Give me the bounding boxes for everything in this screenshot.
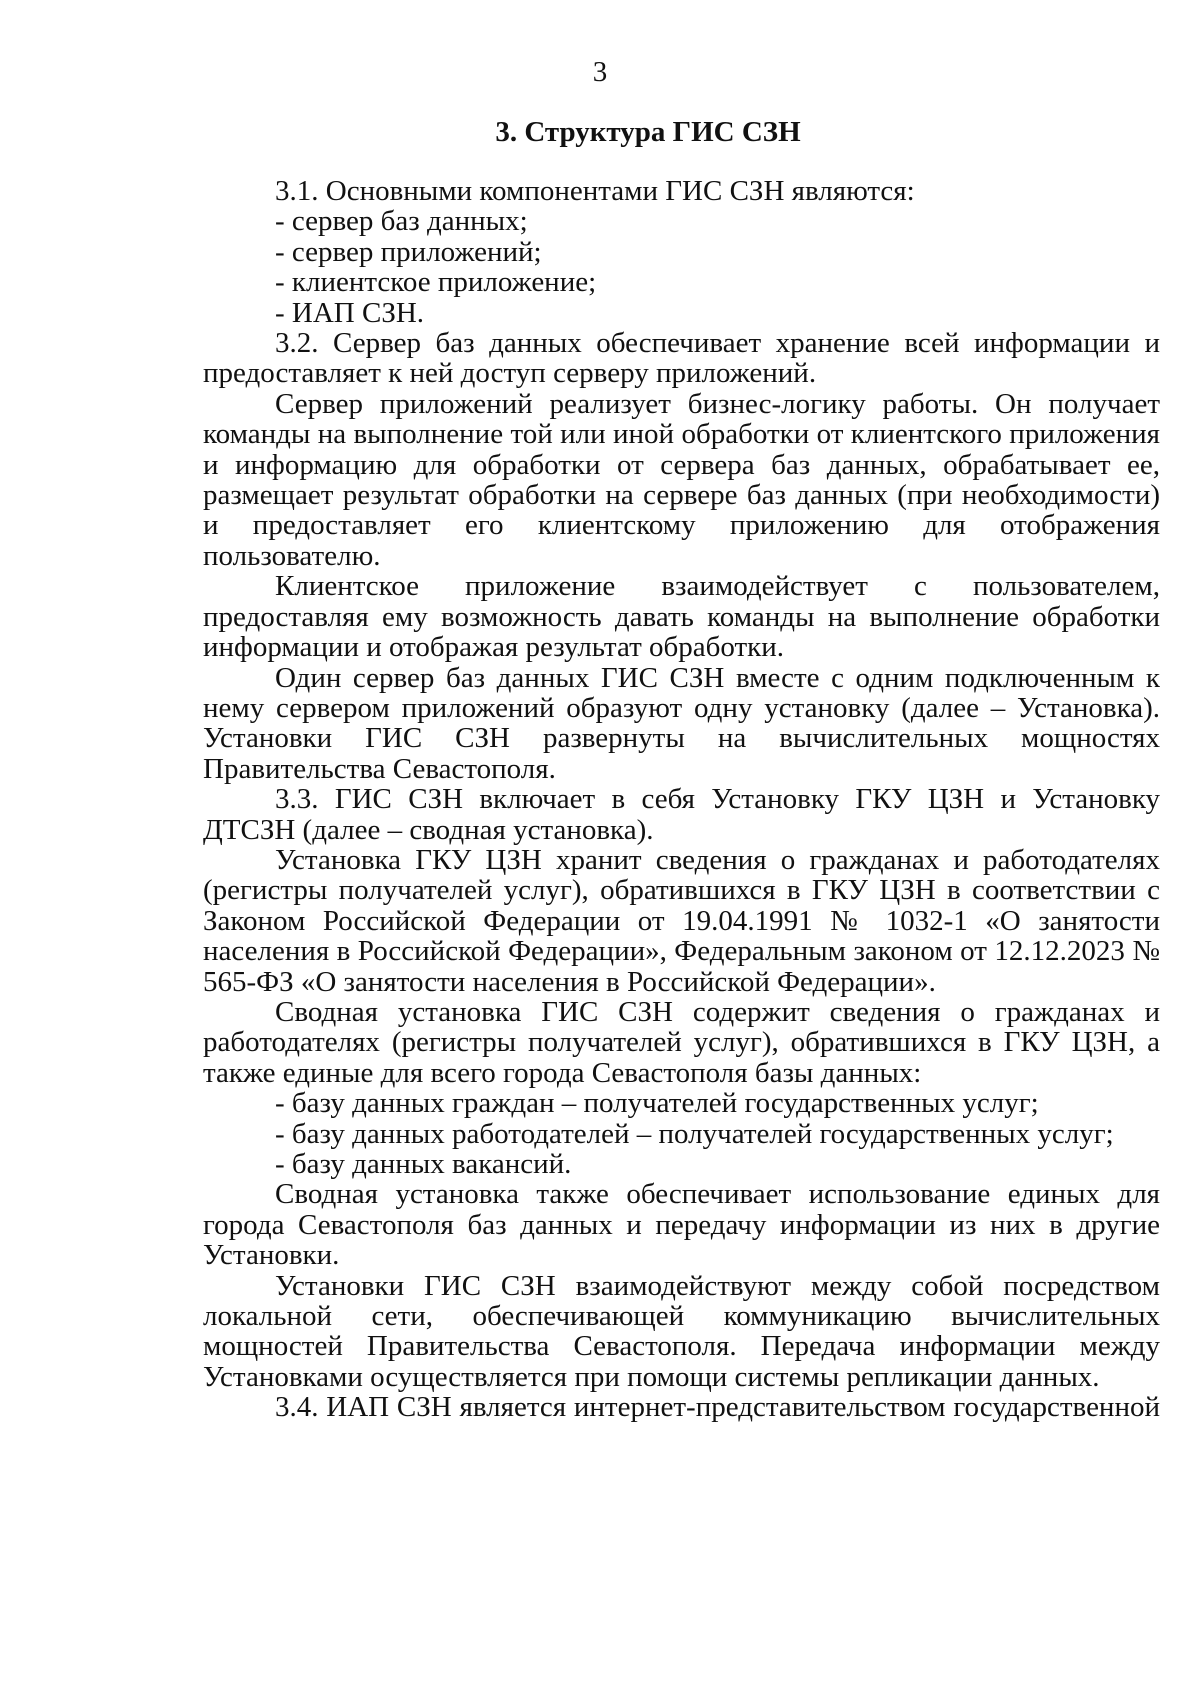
list-item: - сервер приложений; (275, 235, 542, 268)
paragraph-3-3: 3.3. ГИС СЗН включает в себя Установку ГКУ ЦЗН и Установку ДТСЗН (далее – сводная установка). (203, 783, 1160, 846)
paragraph-3-1: 3.1. Основными компонентами ГИС СЗН являются: (275, 175, 915, 207)
list-item: - базу данных граждан – получателей государственных услуг; (275, 1087, 1039, 1120)
list-item: - сервер баз данных; (275, 205, 528, 238)
page-number: 3 (592, 56, 608, 88)
document-body (203, 176, 1160, 1423)
list-item: - клиентское приложение; (275, 266, 597, 299)
paragraph-summary-installation: Сводная установка ГИС СЗН содержит сведения о гражданах и работодателях (регистры получателей услуг), обратившихся в ГКУ ЦЗН, а также единые для всего города Севастополя базы данных: (203, 995, 1160, 1089)
list-item: - базу данных работодателей – получателей государственных услуг; (275, 1117, 1114, 1150)
list-item: - базу данных вакансий. (275, 1148, 572, 1180)
paragraph-summary-usage: Сводная установка также обеспечивает использование единых для города Севастополя баз данных и передачу информации из них в другие Установки. (203, 1178, 1160, 1272)
paragraph-gku-czn: Установка ГКУ ЦЗН хранит сведения о гражданах и работодателях (регистры получателей услуг), обратившихся в ГКУ ЦЗН в соответствии с Законом Российской Федерации от 19.04.1991 № 1032-1 «О занятости населения в Российской Федерации», Федеральным законом от 12.12.2023 № 565-ФЗ «О занятости населения в Российской Федерации». (203, 843, 1160, 998)
section-title: 3. Структура ГИС СЗН (495, 116, 801, 148)
paragraph-app-server: Сервер приложений реализует бизнес-логику работы. Он получает команды на выполнение той или иной обработки от клиентского приложения и информацию для обработки от сервера баз данных, обрабатывает ее, размещает результат обработки на сервере баз данных (при необходимости) и предоставляет его клиентскому приложению для отображения пользователю. (203, 387, 1160, 572)
paragraph-client-app: Клиентское приложение взаимодействует с пользователем, предоставляя ему возможность давать команды на выполнение обработки информации и отображая результат обработки. (203, 570, 1160, 664)
list-item: - ИАП СЗН. (275, 296, 425, 329)
paragraph-3-2: 3.2. Сервер баз данных обеспечивает хранение всей информации и предоставляет к ней доступ серверу приложений. (203, 327, 1160, 390)
paragraph-installation: Один сервер баз данных ГИС СЗН вместе с одним подключенным к нему сервером приложений образуют одну установку (далее – Установка). Установки ГИС СЗН развернуты на вычислительных мощностях Правительства Севастополя. (203, 661, 1160, 785)
paragraph-3-4: 3.4. ИАП СЗН является интернет-представительством государственной (275, 1391, 1160, 1424)
paragraph-network: Установки ГИС СЗН взаимодействуют между собой посредством локальной сети, обеспечивающей коммуникацию вычислительных мощностей Правительства Севастополя. Передача информации между Установками осуществляется при помощи системы репликации данных. (203, 1269, 1160, 1393)
